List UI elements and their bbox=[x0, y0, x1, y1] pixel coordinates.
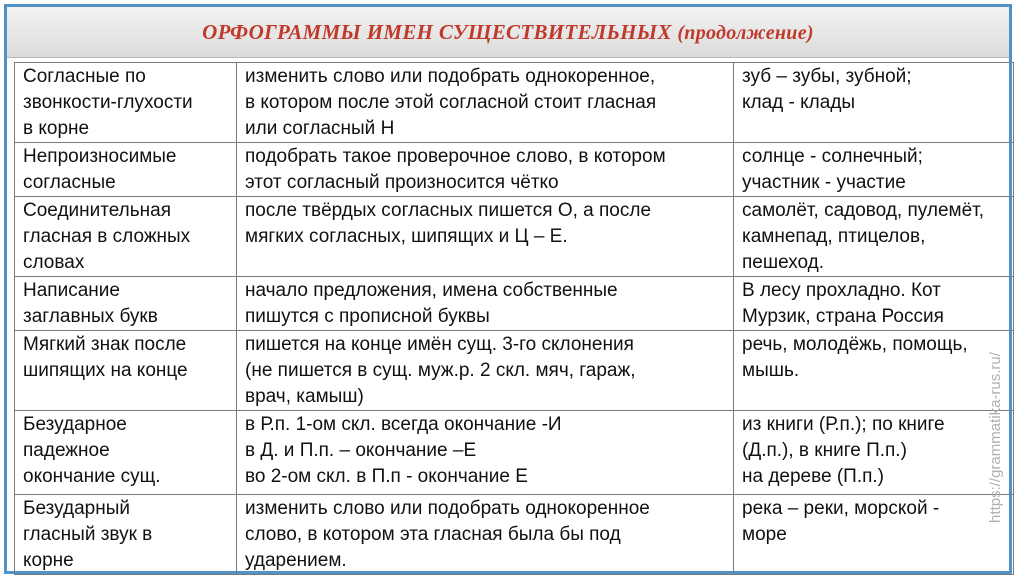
rule-line: ударением. bbox=[245, 550, 347, 571]
rule-line: подобрать такое проверочное слово, в котором bbox=[245, 146, 666, 167]
examples-line: море bbox=[742, 524, 787, 545]
rule-line: в котором после этой согласной стоит гласная bbox=[245, 92, 657, 113]
rule-line: изменить слово или подобрать однокоренное, bbox=[245, 66, 656, 87]
examples-line: речь, молодёжь, помощь, bbox=[742, 334, 968, 355]
watermark-text: https://grammatika-rus.ru/ bbox=[986, 351, 1004, 523]
examples-line: самолёт, садовод, пулемёт, bbox=[742, 200, 985, 221]
rule-line: (не пишется в сущ. муж.р. 2 скл. мяч, гараж, bbox=[245, 360, 636, 381]
page-title bbox=[202, 20, 814, 45]
orthogram-name-line: звонкости-глухости bbox=[23, 92, 193, 113]
orthogram-name-cell bbox=[15, 495, 237, 575]
rule-line: этот согласный произносится чётко bbox=[245, 172, 559, 193]
orthogram-name-line: Мягкий знак после bbox=[23, 334, 187, 355]
rule-line: во 2-ом скл. в П.п - окончание Е bbox=[245, 466, 528, 487]
examples-line: Мурзик, страна Россия bbox=[742, 306, 944, 327]
rule-line: пишутся с прописной буквы bbox=[245, 306, 490, 327]
rule-line: пишется на конце имён сущ. 3-го склонения bbox=[245, 334, 634, 355]
title-subtitle: (продолжение) bbox=[677, 21, 814, 44]
examples-line: В лесу прохладно. Кот bbox=[742, 280, 941, 301]
examples-line: мышь. bbox=[742, 360, 800, 381]
orthogram-name-line: Соединительная bbox=[23, 200, 172, 221]
orthogram-name-line: в корне bbox=[23, 118, 90, 139]
rule-cell bbox=[237, 143, 734, 197]
table-row bbox=[15, 411, 1014, 495]
orthogram-name-line: окончание сущ. bbox=[23, 466, 161, 487]
rule-cell bbox=[237, 63, 734, 143]
orthogram-name-cell bbox=[15, 63, 237, 143]
orthogram-name-cell bbox=[15, 411, 237, 495]
examples-line: участник - участие bbox=[742, 172, 906, 193]
rule-line: в Р.п. 1-ом скл. всегда окончание -И bbox=[245, 414, 562, 435]
examples-cell bbox=[734, 331, 1014, 411]
examples-line: на дереве (П.п.) bbox=[742, 466, 885, 487]
table-row bbox=[15, 495, 1014, 575]
rule-line: после твёрдых согласных пишется О, а после bbox=[245, 200, 652, 221]
table-row bbox=[15, 331, 1014, 411]
examples-line: (Д.п.), в книге П.п.) bbox=[742, 440, 907, 461]
examples-line: клад - клады bbox=[742, 92, 856, 113]
table-row bbox=[15, 143, 1014, 197]
rule-line: в Д. и П.п. – окончание –Е bbox=[245, 440, 477, 461]
rule-line: или согласный Н bbox=[245, 118, 395, 139]
title-main: ОРФОГРАММЫ ИМЕН СУЩЕСТВИТЕЛЬНЫХ bbox=[202, 19, 672, 44]
examples-line: река – реки, морской - bbox=[742, 498, 940, 519]
orthogram-name-line: Безударный bbox=[23, 498, 130, 519]
orthogram-name-cell bbox=[15, 197, 237, 277]
orthogram-name-line: Согласные по bbox=[23, 66, 146, 87]
examples-line: пешеход. bbox=[742, 252, 825, 273]
rule-cell bbox=[237, 411, 734, 495]
examples-cell bbox=[734, 63, 1014, 143]
orthogram-table bbox=[14, 62, 1014, 575]
orthogram-name-cell bbox=[15, 277, 237, 331]
orthogram-name-cell bbox=[15, 143, 237, 197]
orthogram-name-line: Написание bbox=[23, 280, 120, 301]
rule-cell bbox=[237, 197, 734, 277]
watermark bbox=[983, 307, 1007, 567]
rule-line: начало предложения, имена собственные bbox=[245, 280, 618, 301]
examples-line: солнце - солнечный; bbox=[742, 146, 923, 167]
title-band bbox=[7, 7, 1009, 58]
rule-cell bbox=[237, 495, 734, 575]
orthogram-name-line: Безударное bbox=[23, 414, 127, 435]
rule-line: слово, в котором эта гласная была бы под bbox=[245, 524, 621, 545]
examples-cell bbox=[734, 277, 1014, 331]
orthogram-name-cell bbox=[15, 331, 237, 411]
orthogram-name-line: гласный звук в bbox=[23, 524, 153, 545]
orthogram-name-line: шипящих на конце bbox=[23, 360, 188, 381]
orthogram-name-line: Непроизносимые bbox=[23, 146, 177, 167]
orthogram-name-line: заглавных букв bbox=[23, 306, 158, 327]
rule-cell bbox=[237, 277, 734, 331]
examples-cell bbox=[734, 411, 1014, 495]
page-frame bbox=[4, 4, 1012, 574]
rule-line: врач, камыш) bbox=[245, 386, 364, 407]
orthogram-name-line: падежное bbox=[23, 440, 110, 461]
orthogram-name-line: корне bbox=[23, 550, 74, 571]
orthogram-name-line: согласные bbox=[23, 172, 116, 193]
rule-cell bbox=[237, 331, 734, 411]
orthogram-name-line: гласная в сложных bbox=[23, 226, 191, 247]
rule-line: изменить слово или подобрать однокоренное bbox=[245, 498, 650, 519]
orthogram-name-line: словах bbox=[23, 252, 85, 273]
examples-cell bbox=[734, 495, 1014, 575]
examples-line: зуб – зубы, зубной; bbox=[742, 66, 912, 87]
examples-line: из книги (Р.п.); по книге bbox=[742, 414, 945, 435]
examples-cell bbox=[734, 197, 1014, 277]
rule-line: мягких согласных, шипящих и Ц – Е. bbox=[245, 226, 568, 247]
table-row bbox=[15, 197, 1014, 277]
examples-line: камнепад, птицелов, bbox=[742, 226, 926, 247]
table-row bbox=[15, 277, 1014, 331]
examples-cell bbox=[734, 143, 1014, 197]
table-row bbox=[15, 63, 1014, 143]
